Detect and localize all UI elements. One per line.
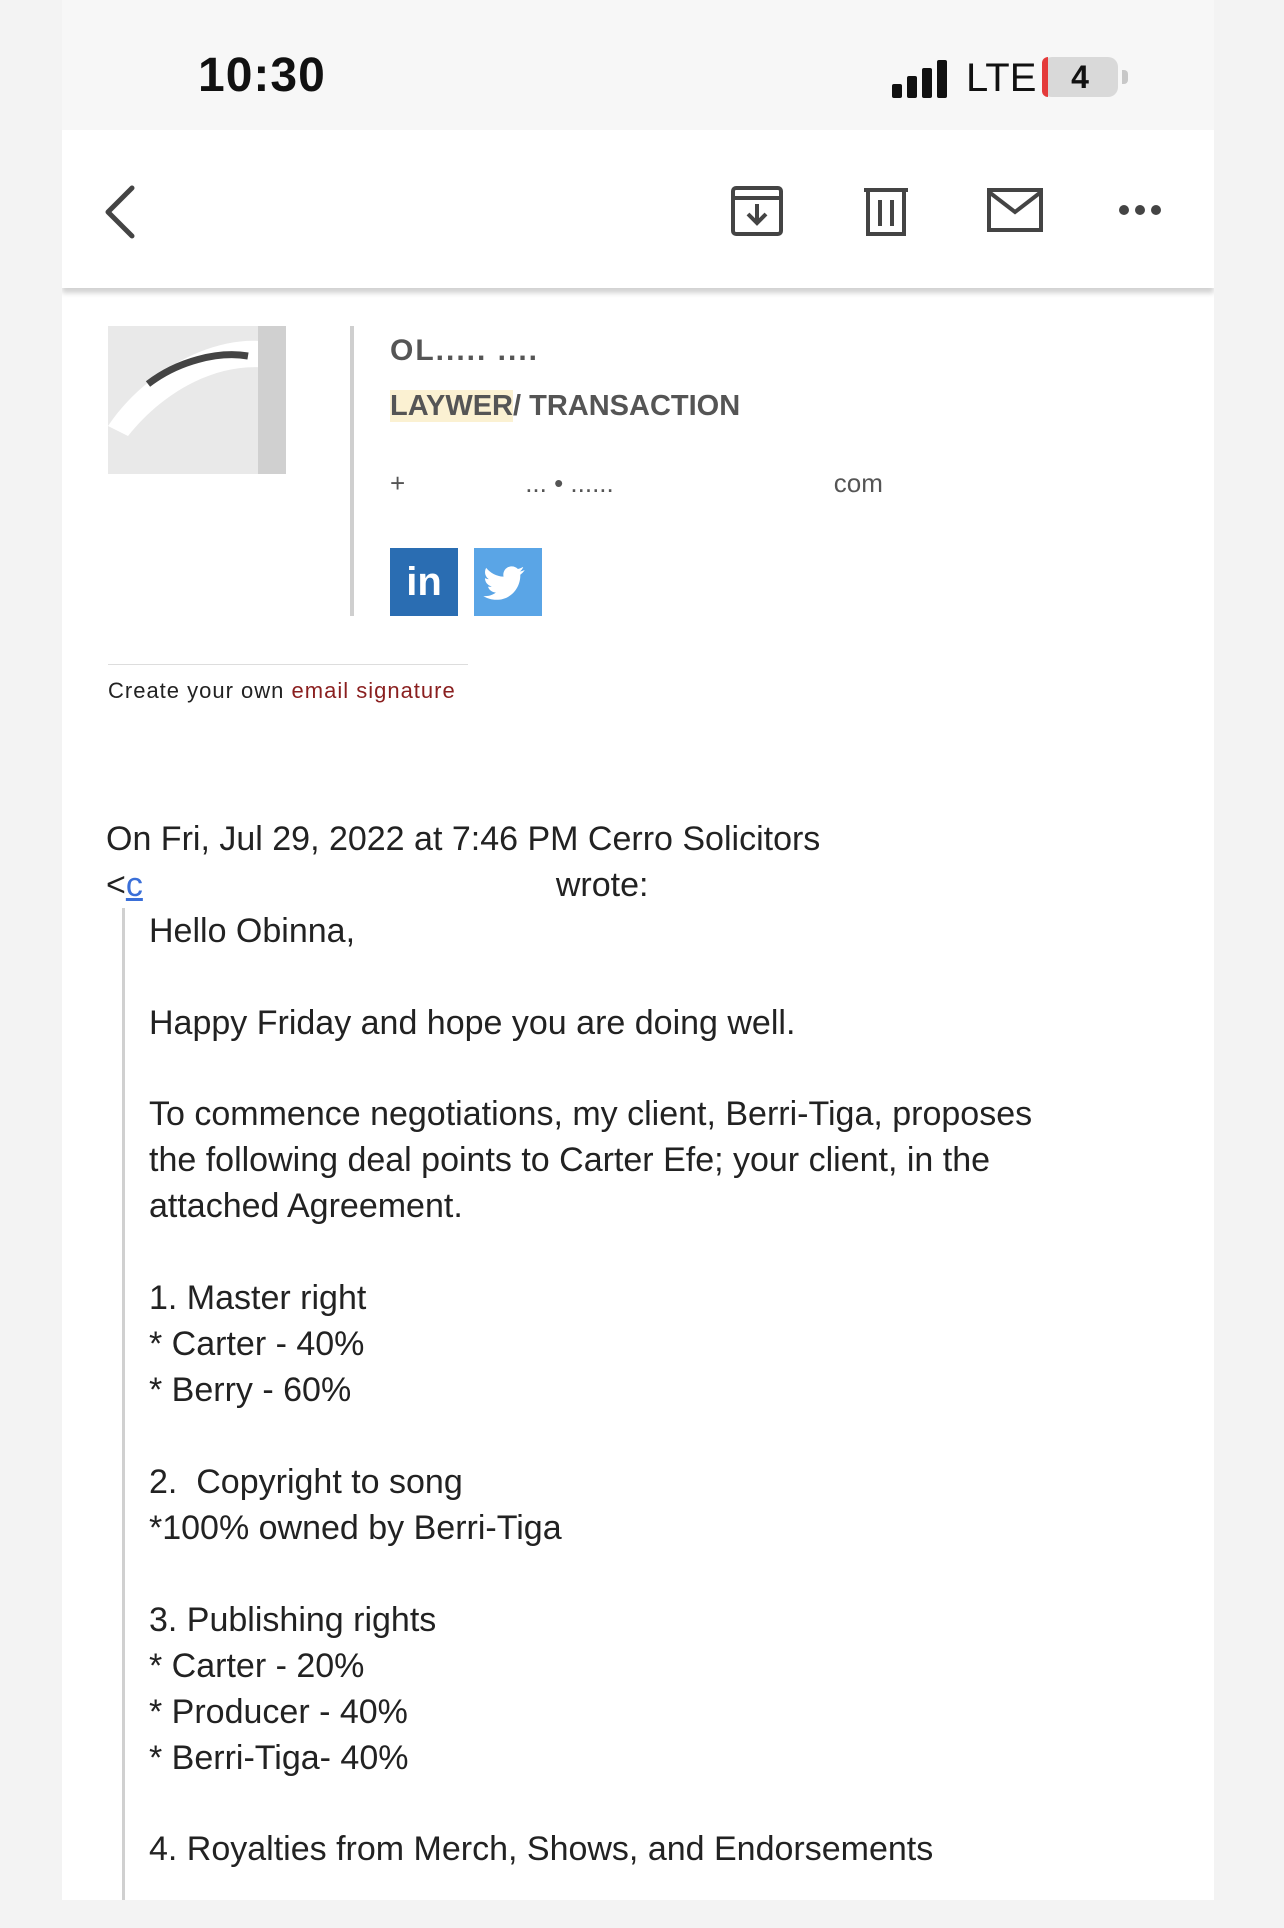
battery-tip [1122,70,1128,84]
quoted-address-line [106,866,648,905]
deal-point-1: 1. Master right * Carter - 40% * Berry - 60% [149,1279,367,1409]
signature-divider [350,326,354,616]
greeting: Hello Obinna, [149,912,356,950]
signature-name: OL..... .... [390,334,540,367]
signature-rule [108,664,468,665]
create-signature-line [108,678,456,704]
quoted-header: On Fri, Jul 29, 2022 at 7:46 PM Cerro Solicitors [106,820,821,858]
role-highlight: LAYWER [390,390,513,422]
role-rest: / TRANSACTION [513,390,741,422]
deal-point-2: 2. Copyright to song *100% owned by Berri-Tiga [149,1463,562,1547]
linkedin-icon[interactable] [390,548,458,616]
paragraph-1: Happy Friday and hope you are doing well. [149,1004,796,1042]
email-screen [62,0,1214,1900]
twitter-icon[interactable] [474,548,542,616]
mail-icon[interactable] [985,180,1045,240]
back-chevron-icon[interactable] [94,180,154,240]
contact-suffix: com [833,468,883,498]
deal-point-4: 4. Royalties from Merch, Shows, and Endorsements [149,1830,934,1868]
linkedin-label: in [406,560,442,604]
sender-email-link[interactable]: c [125,866,143,904]
signature-role [390,390,740,423]
deal-point-3: 3. Publishing rights * Carter - 20% * Producer - 40% * Berri-Tiga- 40% [149,1601,437,1777]
trash-icon[interactable] [856,180,916,240]
address-open: < [106,866,126,904]
quote-bar [122,908,125,1900]
contact-middle: ... • ...... [525,468,614,498]
status-bar [62,0,1214,130]
cellular-signal-icon [892,60,952,98]
contact-prefix: + [390,468,406,498]
create-text: Create your own [108,678,292,703]
status-time: 10:30 [198,49,326,102]
signature-contact [390,468,883,499]
signature-logo [108,326,286,474]
battery-icon [1042,57,1118,97]
email-signature-link[interactable]: email signature [291,678,456,703]
battery-level: 4 [1071,59,1089,95]
network-type: LTE [966,56,1037,100]
email-toolbar [62,130,1214,288]
paragraph-2: To commence negotiations, my client, Berri-Tiga, proposes the following deal points to Carter Efe; your client, in the attached Agreement. [149,1095,1033,1225]
wrote-label: wrote: [555,866,649,904]
archive-icon[interactable] [727,180,787,240]
more-icon[interactable] [1114,180,1174,240]
